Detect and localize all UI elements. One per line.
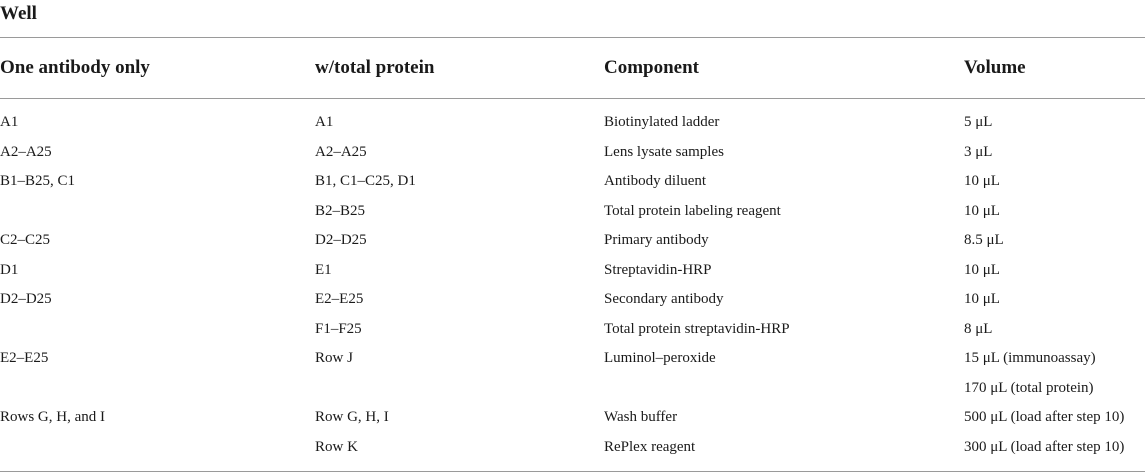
cell-component: Streptavidin-HRP bbox=[604, 261, 712, 278]
cell-component: RePlex reagent bbox=[604, 438, 696, 455]
cell-total-protein: A1 bbox=[315, 114, 334, 130]
cell-total-protein: Row K bbox=[315, 438, 358, 455]
cell-total-protein: B2–B25 bbox=[315, 202, 366, 219]
cell-component: Primary antibody bbox=[604, 232, 709, 248]
table-row bbox=[0, 138, 1145, 168]
cell-volume: 10 μL bbox=[964, 202, 1000, 219]
cell-volume: 8 μL bbox=[964, 320, 993, 337]
cell-total-protein: A2–A25 bbox=[315, 143, 367, 160]
cell-one-antibody: D1 bbox=[0, 261, 19, 278]
cell-volume: 500 μL (load after step 10) bbox=[964, 409, 1125, 425]
column-header-volume: Volume bbox=[964, 57, 1026, 78]
cell-total-protein: Row G, H, I bbox=[315, 409, 389, 425]
column-header-total-protein: w/total protein bbox=[315, 57, 435, 78]
well-group-header: Well bbox=[0, 3, 37, 24]
cell-volume: 15 μL (immunoassay) bbox=[964, 350, 1096, 366]
cell-component: Total protein streptavidin-HRP bbox=[604, 320, 790, 337]
top-rule bbox=[0, 37, 1145, 38]
column-header-component: Component bbox=[604, 57, 700, 78]
cell-one-antibody: B1–B25, C1 bbox=[0, 173, 76, 189]
bottom-rule bbox=[0, 471, 1145, 472]
cell-one-antibody: D2–D25 bbox=[0, 291, 52, 307]
cell-total-protein: D2–D25 bbox=[315, 232, 367, 248]
cell-one-antibody: E2–E25 bbox=[0, 350, 49, 366]
cell-one-antibody: C2–C25 bbox=[0, 232, 51, 248]
cell-total-protein: E1 bbox=[315, 261, 332, 278]
table-body bbox=[0, 108, 1145, 462]
table-row bbox=[0, 197, 1145, 227]
table-row bbox=[0, 403, 1145, 433]
cell-component: Total protein labeling reagent bbox=[604, 202, 781, 219]
cell-one-antibody: Rows G, H, and I bbox=[0, 409, 105, 425]
cell-component: Secondary antibody bbox=[604, 291, 724, 307]
cell-one-antibody: A2–A25 bbox=[0, 143, 52, 160]
cell-one-antibody: A1 bbox=[0, 114, 19, 130]
cell-component: Wash buffer bbox=[604, 409, 678, 425]
cell-volume: 3 μL bbox=[964, 143, 993, 160]
table-row bbox=[0, 344, 1145, 374]
cell-total-protein: Row J bbox=[315, 350, 353, 366]
cell-volume: 10 μL bbox=[964, 291, 1000, 307]
column-header-one-antibody: One antibody only bbox=[0, 57, 150, 78]
cell-volume: 170 μL (total protein) bbox=[964, 379, 1094, 396]
table-row bbox=[0, 374, 1145, 404]
cell-volume: 8.5 μL bbox=[964, 232, 1004, 248]
cell-component: Lens lysate samples bbox=[604, 143, 724, 160]
table-row bbox=[0, 256, 1145, 286]
cell-component: Biotinylated ladder bbox=[604, 114, 720, 130]
cell-volume: 5 μL bbox=[964, 114, 993, 130]
cell-total-protein: B1, C1–C25, D1 bbox=[315, 173, 416, 189]
cell-volume: 10 μL bbox=[964, 261, 1000, 278]
cell-component: Luminol–peroxide bbox=[604, 350, 716, 366]
cell-volume: 10 μL bbox=[964, 173, 1000, 189]
table-row bbox=[0, 226, 1145, 256]
cell-total-protein: E2–E25 bbox=[315, 291, 364, 307]
table-row bbox=[0, 315, 1145, 345]
table-row bbox=[0, 167, 1145, 197]
cell-volume: 300 μL (load after step 10) bbox=[964, 438, 1125, 455]
table-row bbox=[0, 433, 1145, 463]
cell-total-protein: F1–F25 bbox=[315, 320, 362, 337]
table-row bbox=[0, 108, 1145, 138]
header-rule bbox=[0, 98, 1145, 99]
cell-component: Antibody diluent bbox=[604, 173, 707, 189]
table-row bbox=[0, 285, 1145, 315]
